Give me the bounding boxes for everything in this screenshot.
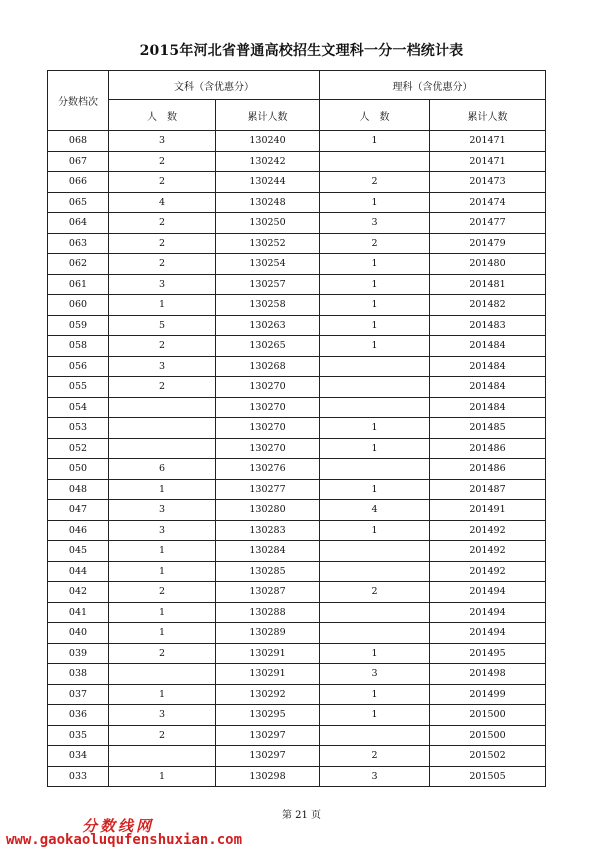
like-count-cell xyxy=(320,725,430,746)
table-row xyxy=(48,643,546,664)
score-cell: 044 xyxy=(48,561,109,582)
table-row xyxy=(48,418,546,439)
wenke-cumulative-cell: 130258 xyxy=(216,295,320,316)
like-count-cell: 1 xyxy=(320,131,430,152)
score-cell: 038 xyxy=(48,664,109,685)
table-row xyxy=(48,725,546,746)
like-count-cell xyxy=(320,541,430,562)
like-count-cell: 1 xyxy=(320,254,430,275)
wenke-count-cell xyxy=(109,664,216,685)
like-cumulative-cell: 201494 xyxy=(430,602,546,623)
wenke-cumulative-cell: 130284 xyxy=(216,541,320,562)
wenke-count-cell: 1 xyxy=(109,602,216,623)
page-number: 第 21 页 xyxy=(281,810,322,821)
table-row xyxy=(48,131,546,152)
like-cumulative-cell: 201486 xyxy=(430,438,546,459)
score-cell: 059 xyxy=(48,315,109,336)
like-cumulative-cell: 201495 xyxy=(430,643,546,664)
like-count-cell: 2 xyxy=(320,582,430,603)
like-count-cell: 1 xyxy=(320,274,430,295)
header-wenke: 文科（含优惠分） xyxy=(109,71,320,100)
wenke-count-cell: 1 xyxy=(109,766,216,787)
wenke-count-cell: 3 xyxy=(109,500,216,521)
like-cumulative-cell: 201492 xyxy=(430,520,546,541)
score-cell: 065 xyxy=(48,192,109,213)
wenke-cumulative-cell: 130289 xyxy=(216,623,320,644)
score-cell: 067 xyxy=(48,151,109,172)
wenke-cumulative-cell: 130297 xyxy=(216,725,320,746)
score-cell: 052 xyxy=(48,438,109,459)
wenke-cumulative-cell: 130250 xyxy=(216,213,320,234)
like-count-cell: 1 xyxy=(320,315,430,336)
like-cumulative-cell: 201498 xyxy=(430,664,546,685)
wenke-cumulative-cell: 130268 xyxy=(216,356,320,377)
wenke-cumulative-cell: 130248 xyxy=(216,192,320,213)
wenke-cumulative-cell: 130270 xyxy=(216,418,320,439)
table-row xyxy=(48,172,546,193)
like-cumulative-cell: 201484 xyxy=(430,336,546,357)
score-cell: 048 xyxy=(48,479,109,500)
watermark-url: www.gaokaoluqufenshuxian.com xyxy=(6,832,243,848)
wenke-cumulative-cell: 130288 xyxy=(216,602,320,623)
wenke-count-cell: 3 xyxy=(109,274,216,295)
header-like-count: 人 数 xyxy=(320,100,430,131)
wenke-count-cell: 3 xyxy=(109,131,216,152)
wenke-cumulative-cell: 130257 xyxy=(216,274,320,295)
score-cell: 045 xyxy=(48,541,109,562)
table-row xyxy=(48,438,546,459)
like-count-cell: 3 xyxy=(320,213,430,234)
wenke-cumulative-cell: 130265 xyxy=(216,336,320,357)
table-row xyxy=(48,192,546,213)
wenke-count-cell xyxy=(109,418,216,439)
like-count-cell xyxy=(320,561,430,582)
wenke-count-cell: 2 xyxy=(109,151,216,172)
wenke-count-cell: 2 xyxy=(109,254,216,275)
wenke-cumulative-cell: 130270 xyxy=(216,397,320,418)
wenke-count-cell: 2 xyxy=(109,643,216,664)
score-cell: 041 xyxy=(48,602,109,623)
table-row xyxy=(48,746,546,767)
score-cell: 053 xyxy=(48,418,109,439)
like-cumulative-cell: 201471 xyxy=(430,131,546,152)
table-row xyxy=(48,295,546,316)
score-cell: 047 xyxy=(48,500,109,521)
table-row xyxy=(48,684,546,705)
score-cell: 064 xyxy=(48,213,109,234)
wenke-cumulative-cell: 130295 xyxy=(216,705,320,726)
table-row xyxy=(48,397,546,418)
score-cell: 054 xyxy=(48,397,109,418)
header-like-cumulative: 累计人数 xyxy=(430,100,546,131)
table-row xyxy=(48,274,546,295)
like-count-cell: 3 xyxy=(320,766,430,787)
wenke-cumulative-cell: 130263 xyxy=(216,315,320,336)
wenke-cumulative-cell: 130276 xyxy=(216,459,320,480)
like-count-cell xyxy=(320,397,430,418)
like-cumulative-cell: 201481 xyxy=(430,274,546,295)
wenke-count-cell: 2 xyxy=(109,336,216,357)
wenke-cumulative-cell: 130277 xyxy=(216,479,320,500)
wenke-count-cell: 3 xyxy=(109,520,216,541)
wenke-cumulative-cell: 130285 xyxy=(216,561,320,582)
wenke-cumulative-cell: 130287 xyxy=(216,582,320,603)
like-count-cell: 4 xyxy=(320,500,430,521)
wenke-count-cell: 2 xyxy=(109,172,216,193)
table-row xyxy=(48,213,546,234)
like-cumulative-cell: 201482 xyxy=(430,295,546,316)
score-cell: 050 xyxy=(48,459,109,480)
wenke-count-cell: 1 xyxy=(109,561,216,582)
wenke-count-cell: 2 xyxy=(109,233,216,254)
score-cell: 033 xyxy=(48,766,109,787)
like-count-cell: 1 xyxy=(320,295,430,316)
table-row xyxy=(48,561,546,582)
table-row xyxy=(48,623,546,644)
like-count-cell: 1 xyxy=(320,438,430,459)
wenke-count-cell: 5 xyxy=(109,315,216,336)
wenke-count-cell xyxy=(109,746,216,767)
wenke-count-cell: 2 xyxy=(109,582,216,603)
score-cell: 063 xyxy=(48,233,109,254)
score-cell: 046 xyxy=(48,520,109,541)
table-row xyxy=(48,705,546,726)
like-cumulative-cell: 201477 xyxy=(430,213,546,234)
like-cumulative-cell: 201485 xyxy=(430,418,546,439)
like-count-cell: 1 xyxy=(320,684,430,705)
wenke-count-cell: 2 xyxy=(109,725,216,746)
wenke-cumulative-cell: 130242 xyxy=(216,151,320,172)
score-cell: 058 xyxy=(48,336,109,357)
table-row xyxy=(48,602,546,623)
like-cumulative-cell: 201484 xyxy=(430,377,546,398)
score-cell: 055 xyxy=(48,377,109,398)
like-cumulative-cell: 201473 xyxy=(430,172,546,193)
like-cumulative-cell: 201492 xyxy=(430,561,546,582)
wenke-cumulative-cell: 130270 xyxy=(216,438,320,459)
table-row xyxy=(48,254,546,275)
wenke-count-cell: 1 xyxy=(109,479,216,500)
like-count-cell xyxy=(320,602,430,623)
score-cell: 034 xyxy=(48,746,109,767)
wenke-cumulative-cell: 130298 xyxy=(216,766,320,787)
wenke-cumulative-cell: 130291 xyxy=(216,664,320,685)
wenke-cumulative-cell: 130280 xyxy=(216,500,320,521)
like-cumulative-cell: 201500 xyxy=(430,705,546,726)
like-cumulative-cell: 201499 xyxy=(430,684,546,705)
table-row xyxy=(48,356,546,377)
like-count-cell: 2 xyxy=(320,172,430,193)
like-cumulative-cell: 201494 xyxy=(430,582,546,603)
score-cell: 035 xyxy=(48,725,109,746)
wenke-cumulative-cell: 130244 xyxy=(216,172,320,193)
wenke-cumulative-cell: 130292 xyxy=(216,684,320,705)
table-row xyxy=(48,151,546,172)
like-cumulative-cell: 201492 xyxy=(430,541,546,562)
like-count-cell: 1 xyxy=(320,192,430,213)
table-row xyxy=(48,233,546,254)
like-count-cell xyxy=(320,459,430,480)
like-count-cell: 3 xyxy=(320,664,430,685)
wenke-cumulative-cell: 130270 xyxy=(216,377,320,398)
wenke-cumulative-cell: 130297 xyxy=(216,746,320,767)
like-cumulative-cell: 201484 xyxy=(430,397,546,418)
table-row xyxy=(48,582,546,603)
header-wenke-count: 人 数 xyxy=(109,100,216,131)
like-cumulative-cell: 201487 xyxy=(430,479,546,500)
like-count-cell: 1 xyxy=(320,479,430,500)
like-cumulative-cell: 201491 xyxy=(430,500,546,521)
score-cell: 042 xyxy=(48,582,109,603)
table-row xyxy=(48,315,546,336)
score-cell: 039 xyxy=(48,643,109,664)
score-cell: 061 xyxy=(48,274,109,295)
like-count-cell: 2 xyxy=(320,233,430,254)
wenke-count-cell: 1 xyxy=(109,684,216,705)
like-cumulative-cell: 201494 xyxy=(430,623,546,644)
header-like: 理科（含优惠分） xyxy=(320,71,546,100)
table-row xyxy=(48,377,546,398)
score-cell: 062 xyxy=(48,254,109,275)
like-cumulative-cell: 201484 xyxy=(430,356,546,377)
score-cell: 066 xyxy=(48,172,109,193)
like-cumulative-cell: 201479 xyxy=(430,233,546,254)
table-row xyxy=(48,500,546,521)
like-count-cell: 1 xyxy=(320,418,430,439)
like-cumulative-cell: 201505 xyxy=(430,766,546,787)
wenke-count-cell: 1 xyxy=(109,623,216,644)
table-row xyxy=(48,766,546,787)
score-cell: 040 xyxy=(48,623,109,644)
wenke-count-cell: 4 xyxy=(109,192,216,213)
like-cumulative-cell: 201500 xyxy=(430,725,546,746)
table-row xyxy=(48,541,546,562)
wenke-cumulative-cell: 130240 xyxy=(216,131,320,152)
like-count-cell: 1 xyxy=(320,336,430,357)
score-distribution-table xyxy=(47,70,546,787)
table-row xyxy=(48,336,546,357)
wenke-cumulative-cell: 130283 xyxy=(216,520,320,541)
like-cumulative-cell: 201502 xyxy=(430,746,546,767)
wenke-count-cell: 2 xyxy=(109,377,216,398)
score-cell: 060 xyxy=(48,295,109,316)
wenke-count-cell: 1 xyxy=(109,295,216,316)
like-count-cell: 2 xyxy=(320,746,430,767)
wenke-count-cell: 2 xyxy=(109,213,216,234)
table-row xyxy=(48,459,546,480)
watermark-logo: 分数线网 xyxy=(82,817,155,835)
score-cell: 037 xyxy=(48,684,109,705)
like-count-cell xyxy=(320,356,430,377)
like-count-cell: 1 xyxy=(320,520,430,541)
like-count-cell: 1 xyxy=(320,643,430,664)
score-cell: 068 xyxy=(48,131,109,152)
wenke-count-cell: 1 xyxy=(109,541,216,562)
score-cell: 056 xyxy=(48,356,109,377)
table-row xyxy=(48,479,546,500)
wenke-cumulative-cell: 130291 xyxy=(216,643,320,664)
table-row xyxy=(48,664,546,685)
header-score-level: 分数档次 xyxy=(48,71,109,131)
like-cumulative-cell: 201480 xyxy=(430,254,546,275)
wenke-count-cell: 6 xyxy=(109,459,216,480)
wenke-count-cell: 3 xyxy=(109,705,216,726)
wenke-count-cell: 3 xyxy=(109,356,216,377)
header-wenke-cumulative: 累计人数 xyxy=(216,100,320,131)
wenke-cumulative-cell: 130252 xyxy=(216,233,320,254)
table-row xyxy=(48,520,546,541)
like-cumulative-cell: 201471 xyxy=(430,151,546,172)
like-cumulative-cell: 201474 xyxy=(430,192,546,213)
like-cumulative-cell: 201486 xyxy=(430,459,546,480)
like-count-cell xyxy=(320,623,430,644)
like-cumulative-cell: 201483 xyxy=(430,315,546,336)
wenke-cumulative-cell: 130254 xyxy=(216,254,320,275)
table-body xyxy=(48,131,546,787)
like-count-cell: 1 xyxy=(320,705,430,726)
like-count-cell xyxy=(320,377,430,398)
wenke-count-cell xyxy=(109,397,216,418)
score-cell: 036 xyxy=(48,705,109,726)
page-title: 2015年河北省普通高校招生文理科一分一档统计表 xyxy=(139,43,464,59)
like-count-cell xyxy=(320,151,430,172)
wenke-count-cell xyxy=(109,438,216,459)
